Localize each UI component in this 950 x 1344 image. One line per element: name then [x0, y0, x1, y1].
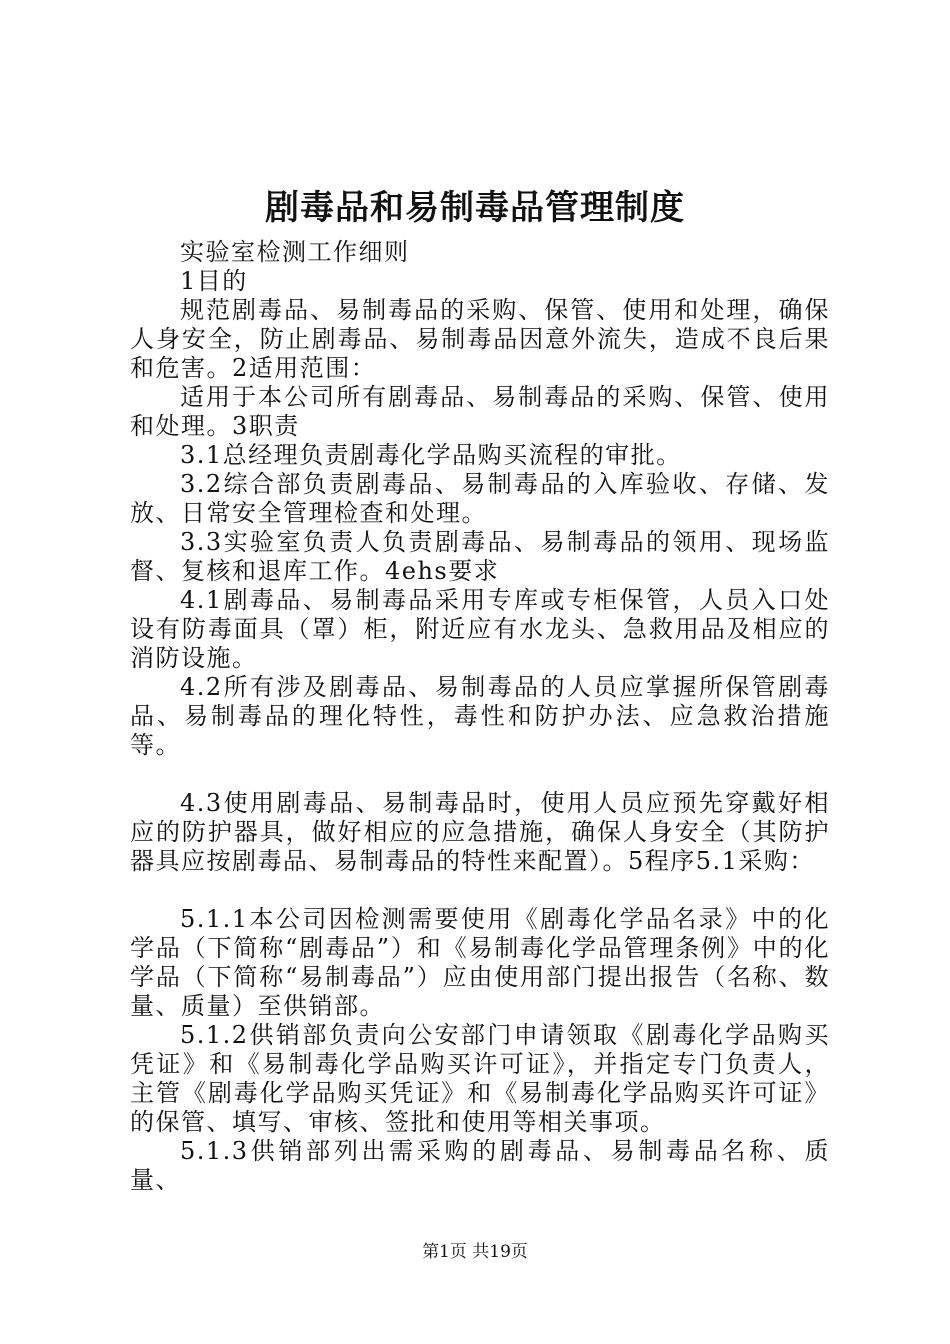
document-title: 剧毒品和易制毒品管理制度	[265, 188, 685, 228]
paragraph: 1目的	[180, 267, 248, 295]
paragraph: 适用于本公司所有剧毒品、易制毒品的采购、保管、使用和处理。3职责	[130, 383, 830, 440]
paragraph: 5.1.2供销部负责向公安部门申请领取《剧毒化学品购买凭证》和《易制毒化学品购买许可证》，并指定专门负责人，主管《剧毒化学品购买凭证》和《易制毒化学品购买许可证》的保管、填写、审核、签批和使用等相关事项。	[130, 1021, 830, 1136]
paragraph: 3.2综合部负责剧毒品、易制毒品的入库验收、存储、发放、日常安全管理检查和处理。	[130, 470, 830, 527]
paragraph: 4.3使用剧毒品、易制毒品时，使用人员应预先穿戴好相应的防护器具，做好相应的应急措施，确保人身安全（其防护器具应按剧毒品、易制毒品的特性来配置）。5程序5.1采购：	[130, 789, 830, 875]
document-body	[130, 238, 830, 1195]
paragraph: 3.3实验室负责人负责剧毒品、易制毒品的领用、现场监督、复核和退库工作。4ehs要求	[130, 528, 830, 585]
paragraph: 4.1剧毒品、易制毒品采用专库或专柜保管，人员入口处设有防毒面具（罩）柜，附近应有水龙头、急救用品及相应的消防设施。	[130, 586, 830, 672]
paragraph: 规范剧毒品、易制毒品的采购、保管、使用和处理，确保人身安全，防止剧毒品、易制毒品因意外流失，造成不良后果和危害。2适用范围：	[130, 296, 830, 382]
paragraph: 5.1.3供销部列出需采购的剧毒品、易制毒品名称、质量、	[130, 1137, 830, 1194]
paragraph: 4.2所有涉及剧毒品、易制毒品的人员应掌握所保管剧毒品、易制毒品的理化特性，毒性和防护办法、应急救治措施等。	[130, 673, 830, 759]
paragraph: 实验室检测工作细则	[180, 238, 410, 266]
page-footer: 第1页 共19页	[422, 1242, 528, 1262]
paragraph: 3.1总经理负责剧毒化学品购买流程的审批。	[180, 441, 682, 469]
paragraph: 5.1.1本公司因检测需要使用《剧毒化学品名录》中的化学品（下简称“剧毒品”）和《易制毒化学品管理条例》中的化学品（下简称“易制毒品”）应由使用部门提出报告（名称、数量、质量）至供销部。	[130, 905, 830, 1020]
